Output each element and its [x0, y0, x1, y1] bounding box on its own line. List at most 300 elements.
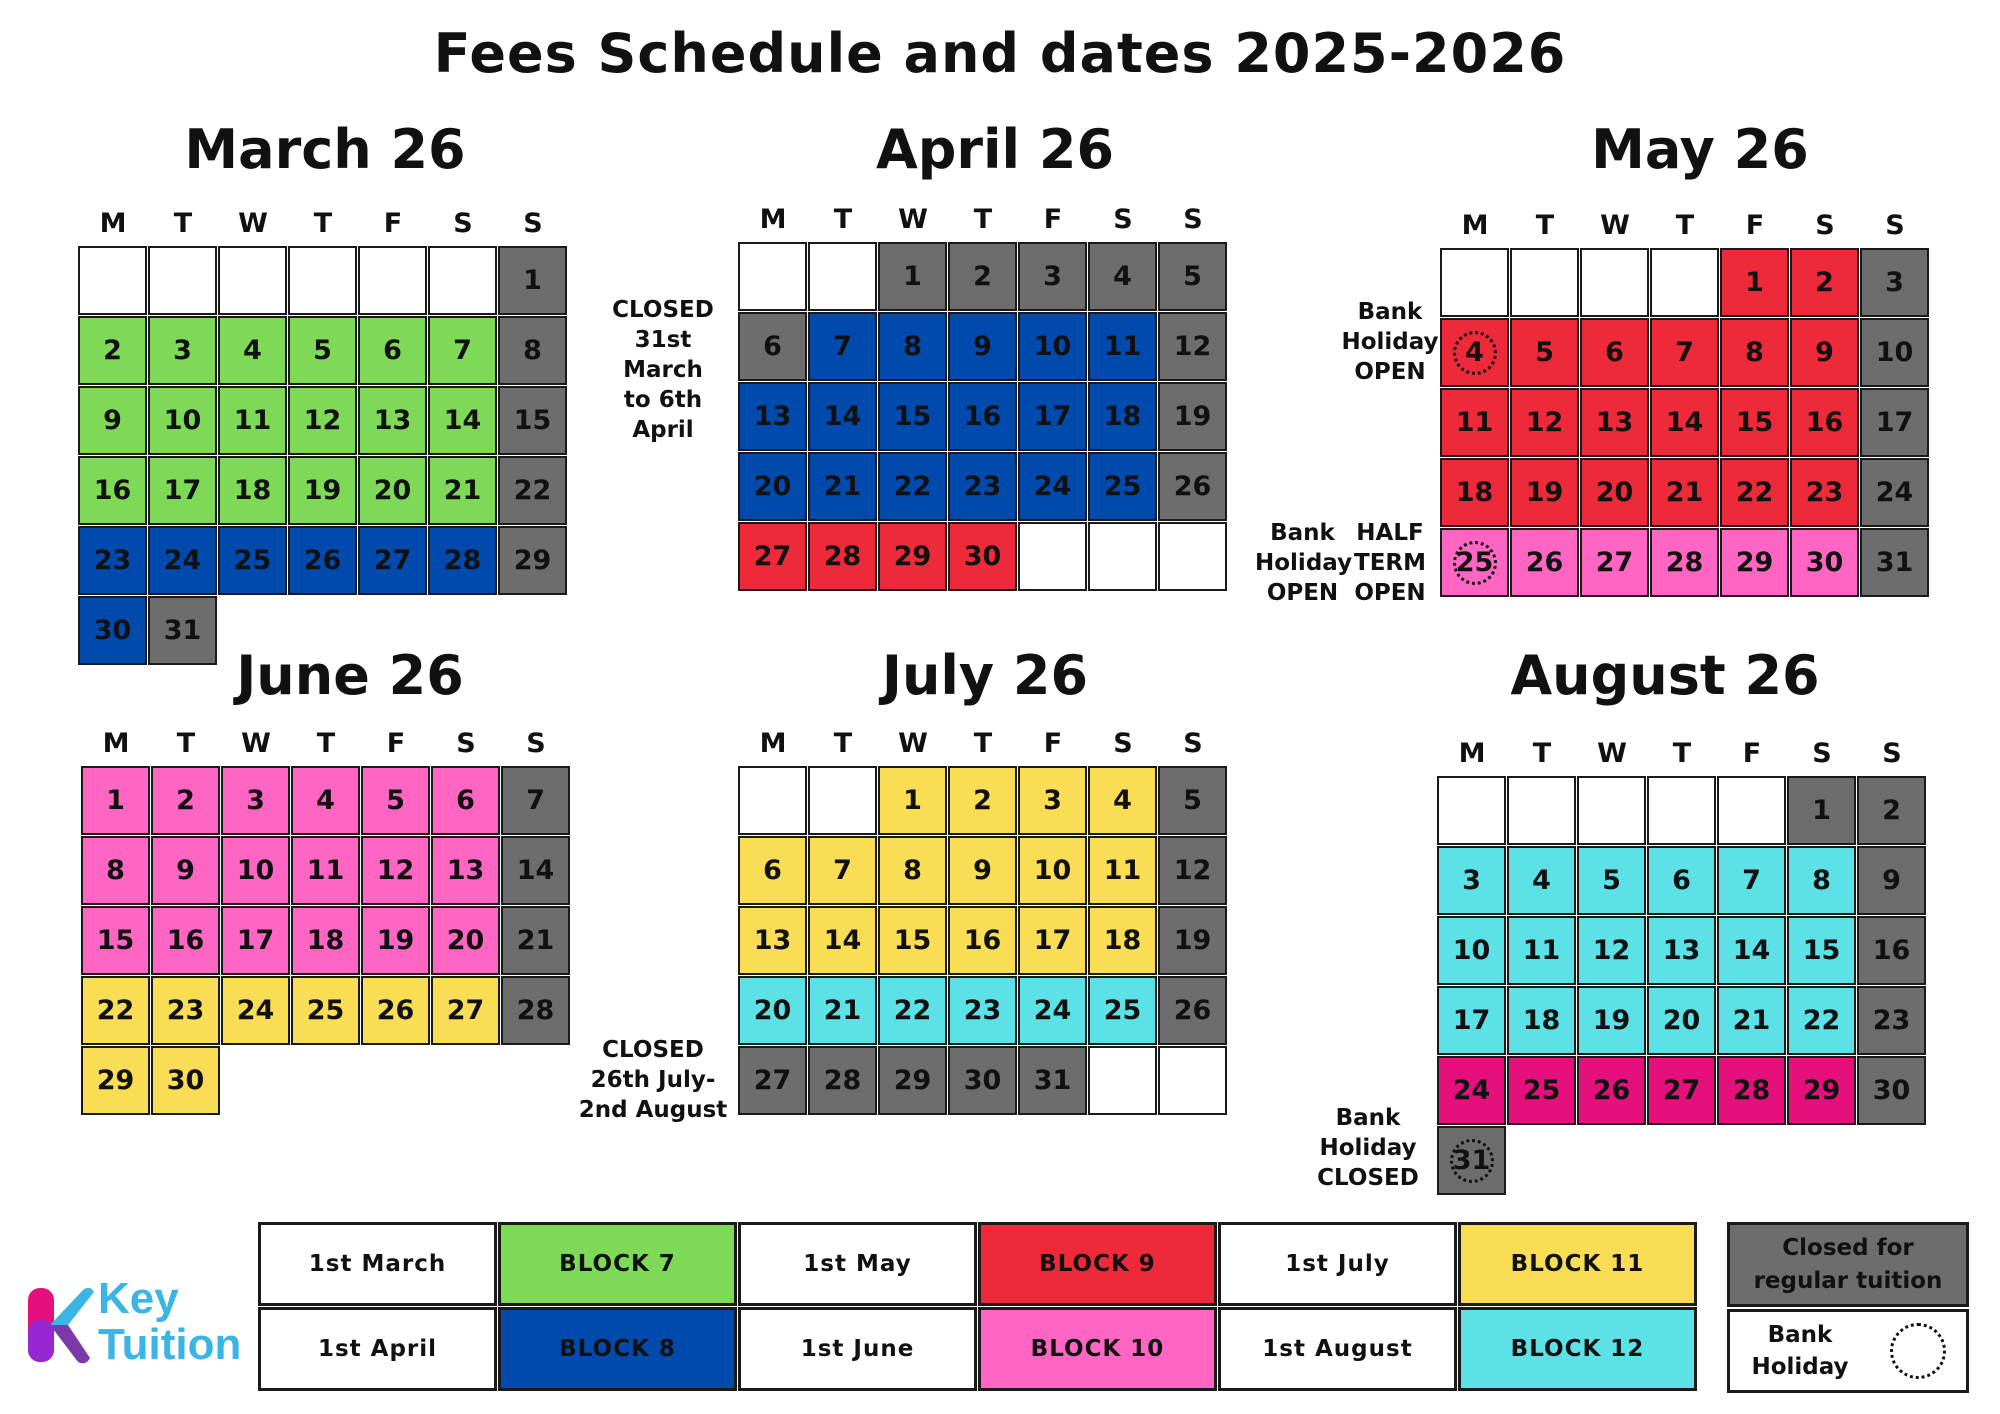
day-number: 10 [1033, 855, 1072, 886]
day-cell [948, 1046, 1017, 1115]
weekday-header [738, 722, 1228, 766]
day-cell [361, 976, 430, 1045]
day-number: 5 [1535, 337, 1554, 368]
day-number: 24 [1452, 1075, 1491, 1106]
empty-day-cell [1650, 248, 1719, 317]
day-cell [1720, 528, 1789, 597]
legend-label: 1st June [738, 1307, 977, 1391]
day-number: 27 [1595, 547, 1634, 578]
day-cell [498, 386, 567, 455]
day-number: 11 [306, 855, 345, 886]
legend-bank-holiday-label: Bank Holiday [1751, 1321, 1849, 1380]
day-cell [291, 976, 360, 1045]
logo-text-tuition: Tuition [98, 1320, 242, 1369]
day-number: 16 [963, 925, 1002, 956]
day-number: 15 [96, 925, 135, 956]
day-number: 28 [823, 1065, 862, 1096]
day-number: 12 [1525, 407, 1564, 438]
day-cell [1787, 776, 1856, 845]
day-cell [1088, 242, 1157, 311]
day-number: 4 [1453, 331, 1497, 375]
empty-day-cell [1437, 776, 1506, 845]
day-cell [358, 456, 427, 525]
empty-day-cell [148, 246, 217, 315]
day-cell [1088, 452, 1157, 521]
day-number: 22 [1802, 1005, 1841, 1036]
day-number: 18 [1103, 401, 1142, 432]
day-cell [428, 386, 497, 455]
day-number: 2 [1882, 795, 1901, 826]
day-cell [291, 766, 360, 835]
day-number: 28 [1665, 547, 1704, 578]
day-cell [291, 906, 360, 975]
empty-day-cell [358, 246, 427, 315]
weekday-label: T [973, 204, 993, 235]
day-number: 2 [973, 261, 992, 292]
day-number: 24 [1033, 471, 1072, 502]
day-cell [428, 316, 497, 385]
day-number: 22 [893, 471, 932, 502]
day-cell [221, 906, 290, 975]
day-cell [1647, 1056, 1716, 1125]
day-cell [1650, 388, 1719, 457]
day-number: 6 [456, 785, 475, 816]
day-cell [221, 836, 290, 905]
day-cell [878, 836, 947, 905]
day-number: 14 [1732, 935, 1771, 966]
day-cell [948, 906, 1017, 975]
month-title-may: May 26 [1591, 118, 1809, 181]
day-number: 8 [106, 855, 125, 886]
weekday-label: S [1113, 204, 1133, 235]
day-number: 12 [1592, 935, 1631, 966]
day-number: 11 [1103, 331, 1142, 362]
day-number: 3 [1043, 785, 1062, 816]
day-cell [808, 522, 877, 591]
day-cell [1088, 976, 1157, 1045]
note-aug-bank-holiday-closed: Bank Holiday CLOSED [1317, 1105, 1419, 1191]
day-number: 19 [1173, 925, 1212, 956]
day-cell [1787, 1056, 1856, 1125]
note-may-bank-holiday-open: Bank Holiday OPEN [1341, 299, 1439, 385]
legend-block: BLOCK 11 [1458, 1222, 1697, 1306]
day-cell [431, 976, 500, 1045]
day-number: 1 [1745, 267, 1764, 298]
day-cell [1440, 318, 1509, 387]
day-cell [1857, 1056, 1926, 1125]
day-number: 14 [823, 401, 862, 432]
day-number: 18 [1103, 925, 1142, 956]
calendar-april [738, 198, 1228, 592]
day-cell [1860, 458, 1929, 527]
day-number: 26 [1592, 1075, 1631, 1106]
day-cell [738, 452, 807, 521]
day-number: 3 [1462, 865, 1481, 896]
weekday-label: S [1812, 738, 1832, 769]
day-cell [501, 906, 570, 975]
day-cell [948, 382, 1017, 451]
empty-day-cell [1580, 248, 1649, 317]
legend-label: 1st April [258, 1307, 497, 1391]
day-number: 20 [753, 995, 792, 1026]
day-cell [1158, 976, 1227, 1045]
weekday-header [738, 198, 1228, 242]
day-number: 2 [973, 785, 992, 816]
day-cell [1790, 248, 1859, 317]
day-cell [78, 456, 147, 525]
day-number: 5 [1183, 261, 1202, 292]
day-number: 11 [1522, 935, 1561, 966]
legend-block: BLOCK 12 [1458, 1307, 1697, 1391]
day-cell [878, 522, 947, 591]
day-number: 21 [443, 475, 482, 506]
day-cell [1018, 312, 1087, 381]
day-cell [1510, 388, 1579, 457]
day-cell [1158, 452, 1227, 521]
day-number: 13 [373, 405, 412, 436]
day-cell [431, 836, 500, 905]
day-number: 17 [1033, 401, 1072, 432]
day-cell [1717, 916, 1786, 985]
day-number: 15 [893, 401, 932, 432]
month-title-august: August 26 [1510, 644, 1820, 707]
day-number: 25 [233, 545, 272, 576]
day-cell [498, 246, 567, 315]
day-cell [151, 766, 220, 835]
day-cell [1088, 382, 1157, 451]
day-cell [808, 382, 877, 451]
weekday-label: S [456, 728, 476, 759]
day-number: 11 [233, 405, 272, 436]
note-may-bank-holiday-open-2: Bank Holiday OPEN [1255, 520, 1353, 606]
day-number: 20 [1595, 477, 1634, 508]
key-tuition-logo [28, 1274, 258, 1370]
day-number: 27 [753, 1065, 792, 1096]
day-number: 21 [823, 471, 862, 502]
day-number: 19 [1592, 1005, 1631, 1036]
day-cell [78, 526, 147, 595]
day-number: 19 [303, 475, 342, 506]
legend-block: BLOCK 9 [978, 1222, 1217, 1306]
month-title-july: July 26 [881, 644, 1089, 707]
day-cell [1580, 388, 1649, 457]
month-title-march: March 26 [184, 118, 466, 181]
april-day-grid [738, 242, 1228, 592]
day-number: 31 [163, 615, 202, 646]
day-cell [1647, 916, 1716, 985]
day-number: 15 [893, 925, 932, 956]
legend [258, 1222, 1698, 1392]
day-number: 18 [306, 925, 345, 956]
day-cell [81, 836, 150, 905]
day-number: 26 [376, 995, 415, 1026]
day-cell [948, 836, 1017, 905]
weekday-label: F [1745, 210, 1765, 241]
legend-block: BLOCK 8 [498, 1307, 737, 1391]
day-number: 13 [446, 855, 485, 886]
day-number: 7 [453, 335, 472, 366]
day-cell [501, 836, 570, 905]
day-cell [1857, 776, 1926, 845]
day-number: 2 [103, 335, 122, 366]
day-cell [1580, 318, 1649, 387]
day-number: 9 [973, 331, 992, 362]
day-cell [1860, 318, 1929, 387]
day-cell [151, 906, 220, 975]
weekday-header [78, 202, 568, 246]
day-number: 8 [903, 855, 922, 886]
day-number: 9 [176, 855, 195, 886]
day-number: 21 [1732, 1005, 1771, 1036]
day-number: 18 [1522, 1005, 1561, 1036]
empty-day-cell [808, 766, 877, 835]
day-number: 3 [173, 335, 192, 366]
day-cell [148, 456, 217, 525]
day-cell [1018, 906, 1087, 975]
day-cell [151, 1046, 220, 1115]
empty-day-cell [428, 246, 497, 315]
day-cell [1577, 916, 1646, 985]
day-cell [431, 766, 500, 835]
day-cell [78, 316, 147, 385]
day-number: 14 [443, 405, 482, 436]
page-title: Fees Schedule and dates 2025-2026 [433, 22, 1567, 85]
day-number: 17 [163, 475, 202, 506]
day-number: 28 [443, 545, 482, 576]
day-number: 12 [376, 855, 415, 886]
day-number: 6 [383, 335, 402, 366]
day-cell [1717, 846, 1786, 915]
empty-day-cell [1440, 248, 1509, 317]
day-cell [498, 316, 567, 385]
empty-day-cell [78, 246, 147, 315]
day-cell [1088, 906, 1157, 975]
weekday-label: S [1113, 728, 1133, 759]
day-cell [738, 522, 807, 591]
day-number: 23 [93, 545, 132, 576]
weekday-label: T [833, 728, 853, 759]
day-cell [1507, 916, 1576, 985]
day-number: 19 [376, 925, 415, 956]
weekday-label: M [1461, 210, 1489, 241]
logo-text-key: Key [98, 1274, 179, 1323]
day-number: 27 [753, 541, 792, 572]
day-number: 7 [833, 855, 852, 886]
calendar-march [78, 202, 568, 666]
day-cell [878, 312, 947, 381]
day-cell [431, 906, 500, 975]
day-number: 29 [893, 1065, 932, 1096]
day-cell [1580, 528, 1649, 597]
empty-day-cell [218, 246, 287, 315]
day-number: 4 [316, 785, 335, 816]
day-number: 2 [176, 785, 195, 816]
calendar-july [738, 722, 1228, 1116]
day-cell [1437, 986, 1506, 1055]
day-cell [1510, 318, 1579, 387]
day-cell [1088, 312, 1157, 381]
day-cell [1860, 248, 1929, 317]
day-number: 8 [523, 335, 542, 366]
day-number: 29 [1802, 1075, 1841, 1106]
day-number: 14 [516, 855, 555, 886]
day-cell [1720, 248, 1789, 317]
day-number: 13 [1662, 935, 1701, 966]
day-number: 5 [1183, 785, 1202, 816]
day-cell [738, 312, 807, 381]
day-cell [1437, 1056, 1506, 1125]
day-cell [1437, 1126, 1506, 1195]
day-cell [738, 976, 807, 1045]
day-cell [948, 242, 1017, 311]
day-number: 30 [963, 541, 1002, 572]
day-number: 25 [1103, 995, 1142, 1026]
day-cell [358, 386, 427, 455]
day-cell [1647, 986, 1716, 1055]
day-number: 16 [93, 475, 132, 506]
day-cell [218, 316, 287, 385]
day-number: 5 [313, 335, 332, 366]
day-number: 9 [103, 405, 122, 436]
day-number: 15 [1735, 407, 1774, 438]
day-cell [1857, 916, 1926, 985]
weekday-label: S [453, 208, 473, 239]
legend-label: 1st March [258, 1222, 497, 1306]
day-number: 25 [1103, 471, 1142, 502]
weekday-label: W [898, 728, 928, 759]
day-number: 3 [246, 785, 265, 816]
calendar-may [1440, 204, 1930, 598]
day-number: 13 [753, 925, 792, 956]
day-number: 23 [1872, 1005, 1911, 1036]
day-cell [288, 456, 357, 525]
day-number: 26 [1173, 995, 1212, 1026]
day-number: 21 [823, 995, 862, 1026]
weekday-label: W [1597, 738, 1627, 769]
day-number: 24 [163, 545, 202, 576]
day-number: 23 [166, 995, 205, 1026]
logo-k-icon [28, 1280, 98, 1370]
day-number: 25 [1453, 541, 1497, 585]
day-cell [288, 316, 357, 385]
day-number: 6 [763, 855, 782, 886]
day-cell [1018, 766, 1087, 835]
march-day-grid [78, 246, 568, 666]
day-cell [1440, 458, 1509, 527]
day-cell [218, 386, 287, 455]
day-number: 17 [1452, 1005, 1491, 1036]
legend-label: 1st July [1218, 1222, 1457, 1306]
day-number: 5 [386, 785, 405, 816]
legend-block: BLOCK 10 [978, 1307, 1217, 1391]
day-number: 30 [166, 1065, 205, 1096]
weekday-label: S [523, 208, 543, 239]
day-number: 23 [963, 995, 1002, 1026]
day-number: 15 [1802, 935, 1841, 966]
day-number: 4 [1113, 785, 1132, 816]
day-number: 12 [303, 405, 342, 436]
day-cell [808, 1046, 877, 1115]
day-cell [948, 976, 1017, 1045]
day-cell [1787, 986, 1856, 1055]
day-cell [808, 976, 877, 1045]
weekday-label: F [383, 208, 403, 239]
day-cell [808, 312, 877, 381]
weekday-label: F [386, 728, 406, 759]
day-cell [1437, 846, 1506, 915]
weekday-label: M [759, 728, 787, 759]
day-number: 6 [1605, 337, 1624, 368]
day-number: 7 [526, 785, 545, 816]
day-cell [218, 526, 287, 595]
day-cell [291, 836, 360, 905]
day-number: 30 [963, 1065, 1002, 1096]
month-title-april: April 26 [875, 118, 1115, 181]
day-cell [1158, 766, 1227, 835]
weekday-header [1440, 204, 1930, 248]
day-cell [498, 526, 567, 595]
day-number: 5 [1602, 865, 1621, 896]
day-cell [878, 382, 947, 451]
day-number: 1 [903, 785, 922, 816]
weekday-label: T [173, 208, 193, 239]
day-cell [878, 452, 947, 521]
day-cell [1088, 836, 1157, 905]
day-number: 27 [446, 995, 485, 1026]
day-cell [738, 836, 807, 905]
day-number: 20 [1662, 1005, 1701, 1036]
day-number: 27 [373, 545, 412, 576]
day-cell [1510, 458, 1579, 527]
day-cell [808, 452, 877, 521]
day-cell [358, 526, 427, 595]
day-number: 3 [1885, 267, 1904, 298]
empty-day-cell [1018, 522, 1087, 591]
note-july-closed: CLOSED 26th July- 2nd August [578, 1037, 728, 1123]
day-number: 9 [1882, 865, 1901, 896]
day-cell [361, 766, 430, 835]
august-day-grid [1437, 776, 1927, 1196]
day-cell [738, 1046, 807, 1115]
weekday-header [81, 722, 571, 766]
month-title-june: June 26 [236, 644, 464, 707]
weekday-label: M [102, 728, 130, 759]
day-cell [1580, 458, 1649, 527]
day-number: 24 [1033, 995, 1072, 1026]
day-cell [1507, 846, 1576, 915]
day-cell [1857, 846, 1926, 915]
day-cell [428, 456, 497, 525]
day-number: 29 [893, 541, 932, 572]
day-number: 1 [106, 785, 125, 816]
day-cell [1437, 916, 1506, 985]
weekday-label: F [1043, 204, 1063, 235]
day-cell [1440, 388, 1509, 457]
day-cell [1577, 986, 1646, 1055]
day-number: 13 [1595, 407, 1634, 438]
day-number: 29 [96, 1065, 135, 1096]
weekday-label: F [1742, 738, 1762, 769]
may-day-grid [1440, 248, 1930, 598]
day-cell [1720, 458, 1789, 527]
day-cell [151, 976, 220, 1045]
day-cell [1860, 528, 1929, 597]
day-number: 11 [1455, 407, 1494, 438]
day-number: 31 [1875, 547, 1914, 578]
day-cell [1018, 1046, 1087, 1115]
calendar-june [81, 722, 571, 1116]
day-cell [221, 976, 290, 1045]
